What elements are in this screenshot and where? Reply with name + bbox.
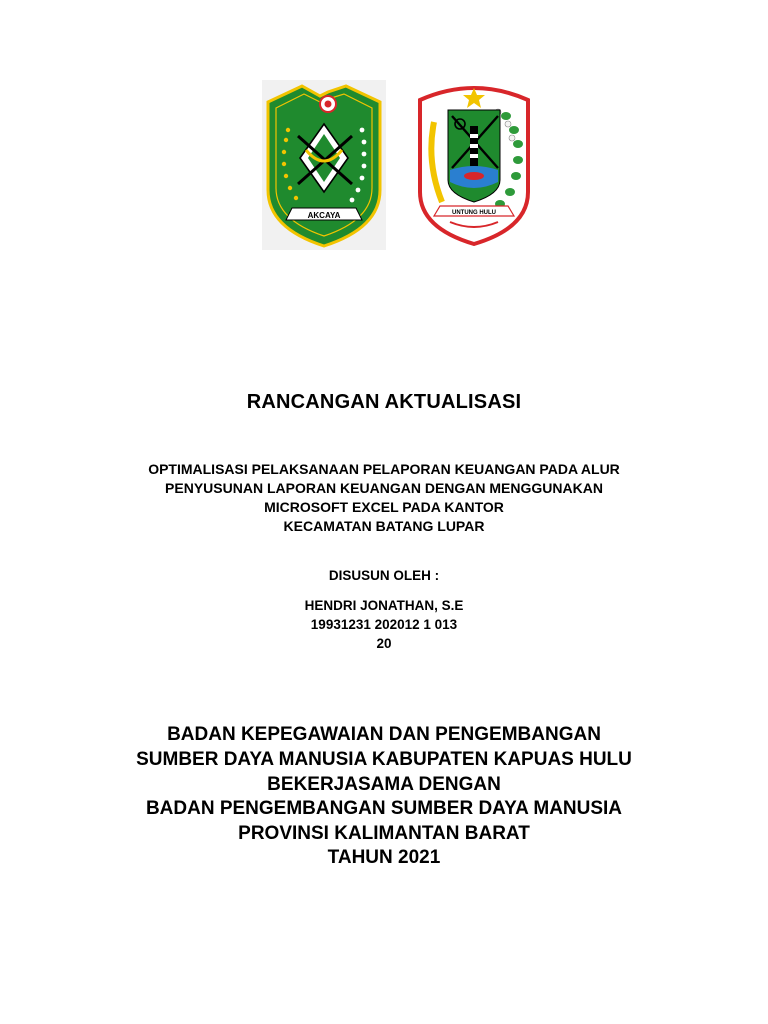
author-nip: 19931231 202012 1 013 (310, 617, 458, 632)
document-title: RANCANGAN AKTUALISASI (246, 391, 522, 413)
subtitle-line: PENYUSUNAN LAPORAN KEUANGAN DENGAN MENGGUNAKAN (165, 480, 603, 496)
institution-line: BADAN KEPEGAWAIAN DAN PENGEMBANGAN (167, 724, 601, 745)
subtitle-line: KECAMATAN BATANG LUPAR (283, 518, 485, 534)
document-year: TAHUN 2021 (327, 847, 441, 868)
institution-line: SUMBER DAYA MANUSIA KABUPATEN KAPUAS HULU (136, 749, 632, 770)
left-emblem-motto: AKCAYA (307, 211, 341, 220)
author-name: HENDRI JONATHAN, S.E (304, 598, 464, 613)
right-emblem-motto: UNTUNG HULU (452, 210, 496, 216)
institution-line: BADAN PENGEMBANGAN SUMBER DAYA MANUSIA (145, 798, 623, 819)
kapuas-hulu-emblem (414, 82, 534, 246)
kalimantan-barat-emblem (262, 80, 386, 250)
prepared-by-label: DISUSUN OLEH : (328, 568, 440, 583)
author-number: 20 (376, 636, 392, 651)
institution-line: BEKERJASAMA DENGAN (267, 774, 501, 795)
subtitle-line: MICROSOFT EXCEL PADA KANTOR (264, 499, 504, 515)
institution-line: PROVINSI KALIMANTAN BARAT (238, 823, 530, 844)
subtitle-line: OPTIMALISASI PELAKSANAAN PELAPORAN KEUANGAN PADA ALUR (148, 461, 620, 477)
